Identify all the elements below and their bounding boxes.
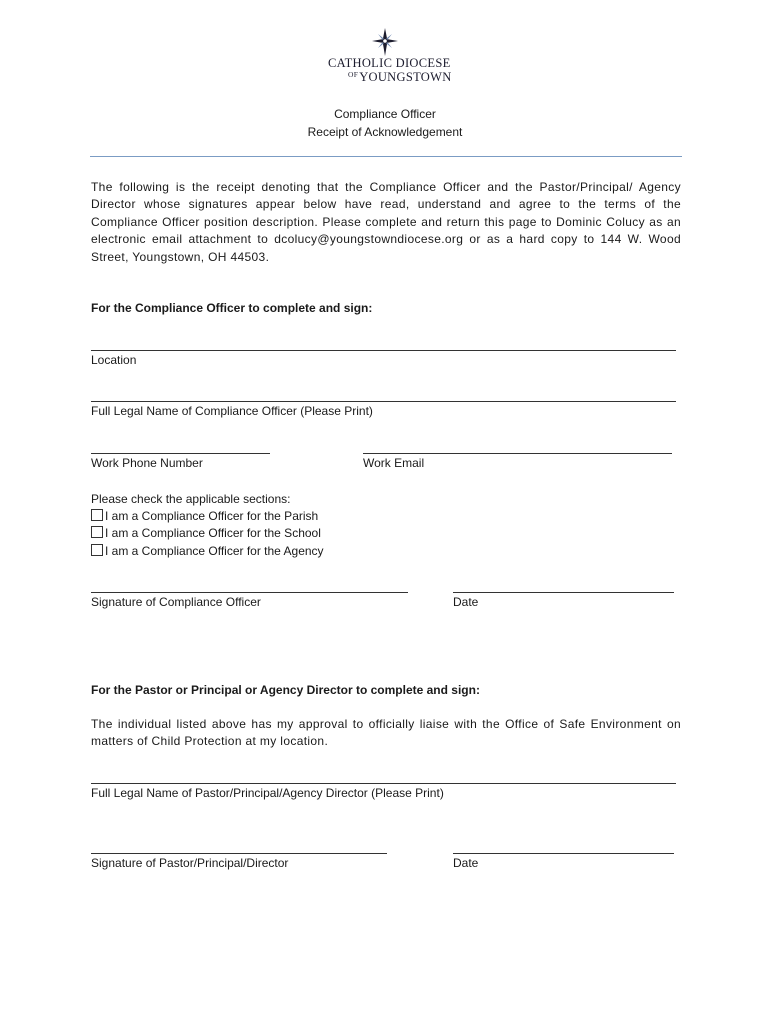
officer-signature-field[interactable]: [91, 592, 408, 593]
intro-paragraph: The following is the receipt denoting that the Compliance Officer and the Pastor/Principal/ Agency Director whose signatures appear below have read, understand and agree to the terms of the Compliance Officer position description. Please complete and return this page to Dominic Colucy as an electronic email attachment to dcolucy@youngstowndiocese.org or as a hard copy to 144 W. Wood Street, Youngstown, OH 44503.: [91, 180, 681, 264]
location-label: Location: [91, 353, 137, 367]
director-signature-label: Signature of Pastor/Principal/Director: [91, 856, 289, 870]
document-subtitle: Receipt of Acknowledgement: [307, 125, 463, 139]
star-cross-icon: [322, 26, 452, 60]
location-field[interactable]: [91, 350, 676, 351]
officer-signature-label: Signature of Compliance Officer: [91, 595, 261, 609]
checkbox-label-parish: I am a Compliance Officer for the Parish: [105, 509, 319, 523]
logo-text-of: OF: [348, 70, 359, 79]
officer-date-label: Date: [453, 595, 479, 609]
work-phone-label: Work Phone Number: [91, 456, 203, 470]
check-sections-title: Please check the applicable sections:: [91, 492, 291, 506]
header-rule: [90, 156, 682, 157]
work-phone-field[interactable]: [91, 453, 270, 454]
logo-text-line1: CATHOLIC DIOCESE: [328, 56, 451, 70]
officer-date-field[interactable]: [453, 592, 674, 593]
checkbox-icon[interactable]: [91, 509, 103, 521]
document-title: Compliance Officer: [334, 107, 436, 121]
director-name-label: Full Legal Name of Pastor/Principal/Agency Director (Please Print): [91, 786, 444, 800]
director-date-field[interactable]: [453, 853, 674, 854]
logo-text-youngstown: YOUNGSTOWN: [359, 70, 452, 84]
work-email-field[interactable]: [363, 453, 672, 454]
officer-section-heading: For the Compliance Officer to complete and sign:: [91, 301, 373, 315]
officer-name-label: Full Legal Name of Compliance Officer (Please Print): [91, 404, 373, 418]
checkbox-label-school: I am a Compliance Officer for the School: [105, 526, 321, 540]
checkbox-option-parish[interactable]: [91, 509, 318, 523]
director-name-field[interactable]: [91, 783, 676, 784]
logo-text-line2: [348, 70, 458, 85]
checkbox-option-agency[interactable]: [91, 544, 324, 558]
checkbox-icon[interactable]: [91, 526, 103, 538]
checkbox-option-school[interactable]: [91, 526, 321, 540]
officer-name-field[interactable]: [91, 401, 676, 402]
director-date-label: Date: [453, 856, 479, 870]
checkbox-label-agency: I am a Compliance Officer for the Agency: [105, 544, 324, 558]
diocese-logo: [322, 26, 452, 88]
director-section-heading: For the Pastor or Principal or Agency Director to complete and sign:: [91, 683, 480, 697]
checkbox-icon[interactable]: [91, 544, 103, 556]
approval-paragraph: The individual listed above has my approval to officially liaise with the Office of Safe Environment on matters of Child Protection at my location.: [91, 717, 681, 749]
work-email-label: Work Email: [363, 456, 425, 470]
director-signature-field[interactable]: [91, 853, 387, 854]
